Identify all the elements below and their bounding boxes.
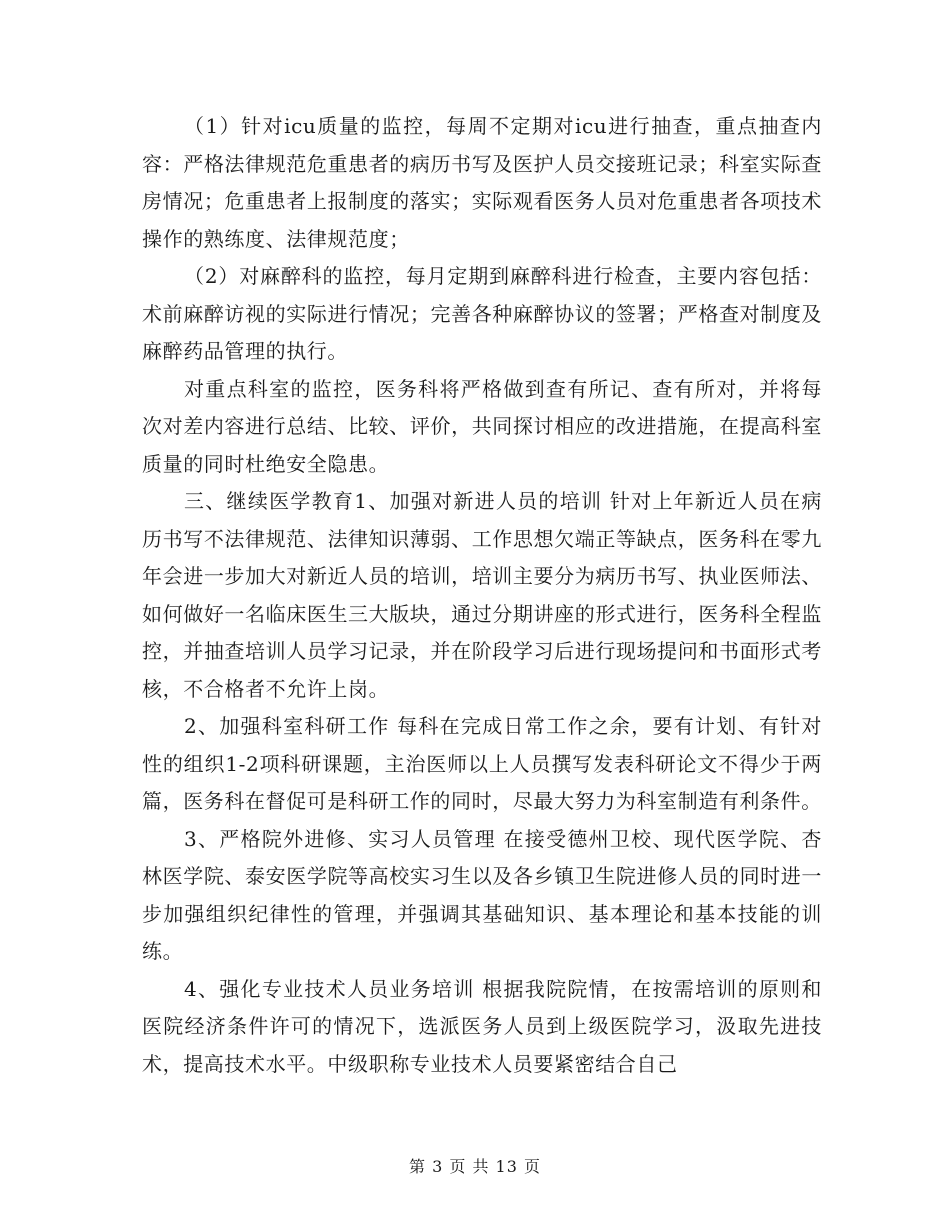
paragraph-trainee-management: 3、严格院外进修、实习人员管理 在接受德州卫校、现代医学院、杏林医学院、泰安医学院等高校实习生以及各乡镇卫生院进修人员的同时进一步加强组织纪律性的管理，并强调其基础知识、基本理论和基本技能的训练。 <box>142 826 822 963</box>
paragraph-research-work: 2、加强科室科研工作 每科在完成日常工作之余，要有计划、有针对性的组织1-2项科研课题，主治医师以上人员撰写发表科研论文不得少于两篇，医务科在督促可是科研工作的同时，尽最大努力为科室制造有利条件。 <box>142 714 822 813</box>
paragraph-anesthesia-monitoring: （2）对麻醉科的监控，每月定期到麻醉科进行检查，主要内容包括：术前麻醉访视的实际进行情况；完善各种麻醉协议的签署；严格查对制度及麻醉药品管理的执行。 <box>142 264 822 363</box>
paragraph-icu-monitoring: （1）针对icu质量的监控，每周不定期对icu进行抽查，重点抽查内容：严格法律规范危重患者的病历书写及医护人员交接班记录；科室实际查房情况；危重患者上报制度的落实；实际观看医务人员对危重患者各项技术操作的熟练度、法律规范度； <box>142 114 822 251</box>
page-footer <box>0 1154 950 1177</box>
paragraph-key-departments: 对重点科室的监控，医务科将严格做到查有所记、查有所对，并将每次对差内容进行总结、比较、评价，共同探讨相应的改进措施，在提高科室质量的同时杜绝安全隐患。 <box>142 376 822 476</box>
paragraph-staff-training: 4、强化专业技术人员业务培训 根据我院院情，在按需培训的原则和医院经济条件许可的情况下，选派医务人员到上级医院学习，汲取先进技术，提高技术水平。中级职称专业技术人员要紧密结合自己 <box>142 976 822 1076</box>
page-number: 第 3 页 共 13 页 <box>409 1157 541 1176</box>
body-text <box>142 108 822 1083</box>
paragraph-continuing-education: 三、继续医学教育1、加强对新进人员的培训 针对上年新近人员在病历书写不法律规范、法律知识薄弱、工作思想欠端正等缺点，医务科在零九年会进一步加大对新近人员的培训，培训主要分为病历书写、执业医师法、如何做好一名临床医生三大版块，通过分期讲座的形式进行，医务科全程监控，并抽查培训人员学习记录，并在阶段学习后进行现场提问和书面形式考核，不合格者不允许上岗。 <box>142 489 822 701</box>
